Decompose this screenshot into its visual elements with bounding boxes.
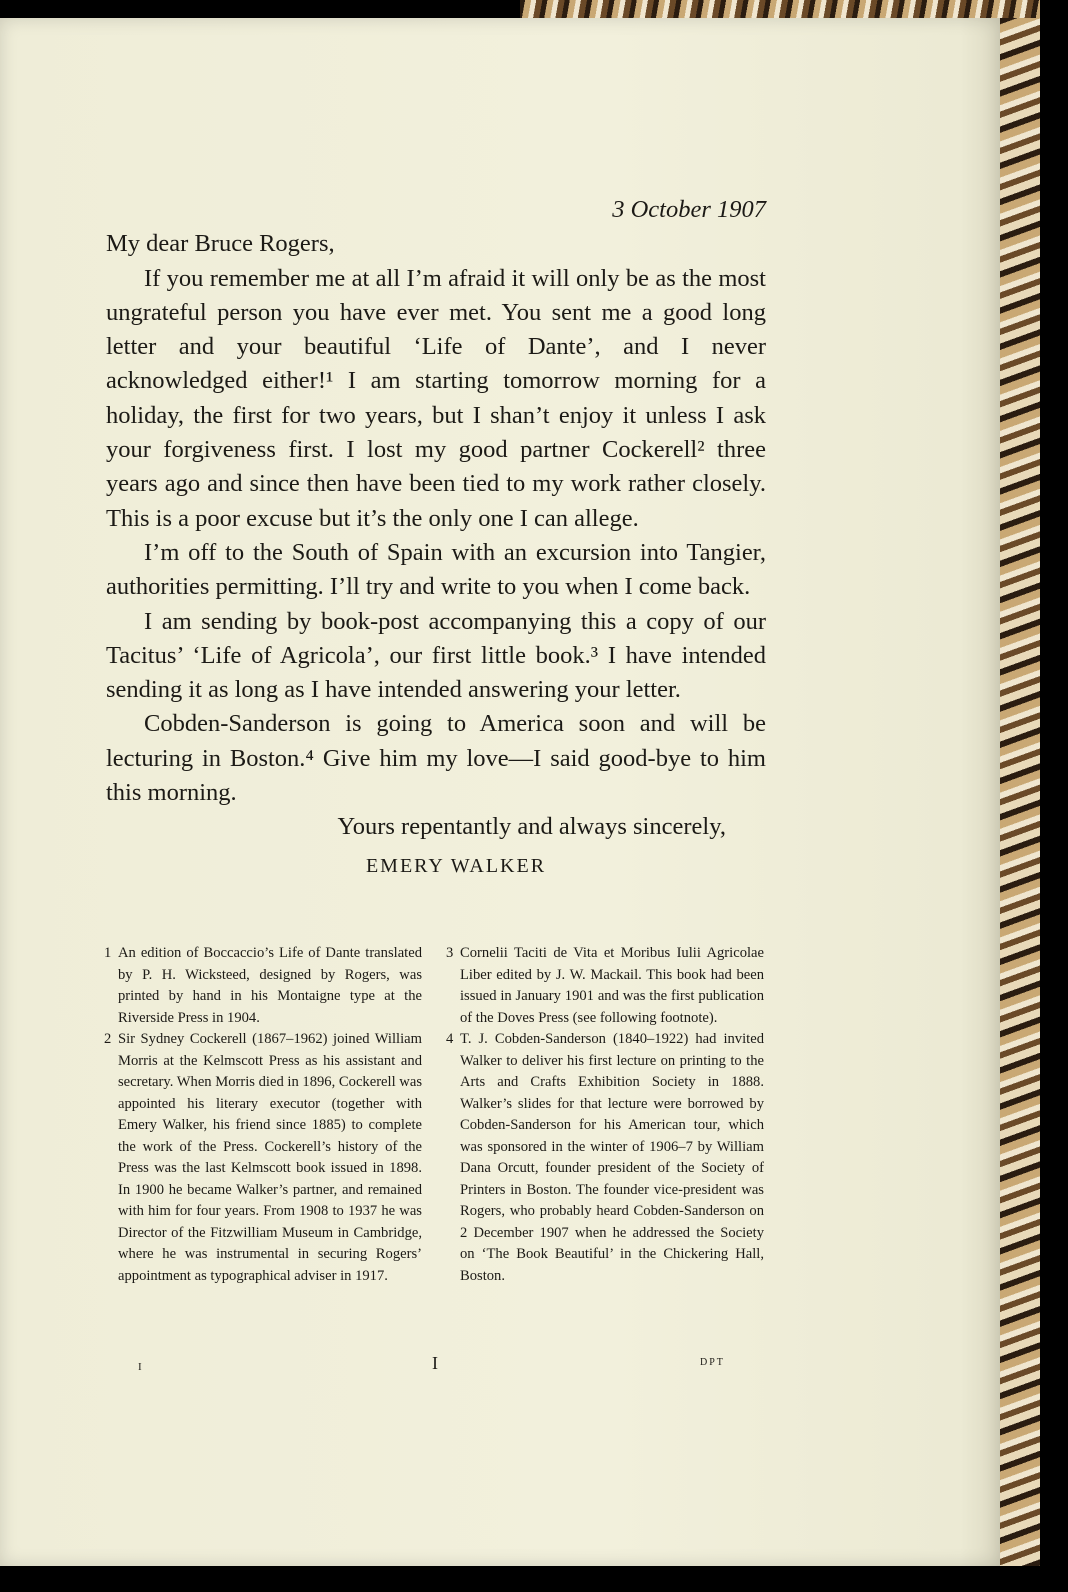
footnote-number: 2 bbox=[104, 1031, 112, 1047]
footnote-text: Sir Sydney Cockerell (1867–1962) joined William Morris at the Kelmscott Press as his assistant and secretary. When Morris died in 1896, Cockerell was appointed his literary executor (together with Emery Walker, his friend since 1885) to complete the work of the Press. Cockerell’s history of the Press was the last Kelmscott book issued in 1898. In 1900 he became Walker’s partner, and remained with him for four years. From 1908 to 1937 he was Director of the Fitzwilliam Museum in Cambridge, where he was instrumental in securing Rogers’ appointment as typographical adviser in 1917. bbox=[118, 1031, 422, 1284]
footnotes bbox=[104, 943, 764, 1287]
footnote-text: T. J. Cobden-Sanderson (1840–1922) had invited Walker to deliver his first lecture on printing to the Arts and Crafts Exhibition Society in 1888. Walker’s slides for that lecture were borrowed by Cobden-Sanderson for his American tour, which was sponsored in the winter of 1906–7 by William Dana Orcutt, founder president of the Society of Printers in Boston. The founder vice-president was Rogers, who probably heard Cobden-Sanderson on 2 December 1907 when he addressed the Society on ‘The Book Beautiful’ in the Chickering Hall, Boston. bbox=[460, 1031, 764, 1284]
signature: EMERY WALKER bbox=[365, 854, 547, 877]
footnote-number: 1 bbox=[104, 945, 112, 961]
footer-initials: DPT bbox=[700, 1357, 725, 1368]
footnote-number: 4 bbox=[446, 1031, 454, 1047]
letter-date: 3 October 1907 bbox=[612, 196, 766, 223]
footnote-text: Cornelii Taciti de Vita et Moribus Iulii Agricolae Liber edited by J. W. Mackail. This book had been issued in January 1901 and was the first publication of the Doves Press (see following footnote). bbox=[460, 945, 764, 1026]
footnote-column-right bbox=[446, 943, 764, 1287]
signature-mark: I bbox=[138, 1361, 142, 1373]
footnote bbox=[104, 943, 422, 1029]
letter-body bbox=[106, 193, 766, 883]
closing: Yours repentantly and always sincerely, bbox=[337, 813, 726, 841]
footnote bbox=[104, 1029, 422, 1287]
footnote bbox=[446, 943, 764, 1029]
footnote-number: 3 bbox=[446, 945, 454, 961]
paragraph: If you remember me at all I’m afraid it will only be as the most ungrateful person you have ever met. You sent me a good long letter and your beautiful ‘Life of Dante’, and I never acknowledged either!¹ I am starting tomorrow morning for a holiday, the first for two years, but I shan’t enjoy it unless I ask your forgiveness first. I lost my good partner Cockerell² three years ago and since then have been tied to my work rather closely. This is a poor excuse but it’s the only one I can allege. bbox=[106, 264, 766, 532]
footnote-text: An edition of Boccaccio’s Life of Dante translated by P. H. Wicksteed, designed by Rogers, was printed by hand in his Montaigne type at the Riverside Press in 1904. bbox=[118, 945, 422, 1026]
footnote-column-left bbox=[104, 943, 422, 1287]
footnote bbox=[446, 1029, 764, 1287]
page-number: I bbox=[432, 1353, 438, 1373]
paragraph: I am sending by book-post accompanying this a copy of our Tacitus’ ‘Life of Agricola’, our first little book.³ I have intended sending it as long as I have intended answering your letter. bbox=[106, 607, 766, 704]
marbled-endpaper bbox=[1000, 18, 1040, 1566]
paragraph: Cobden-Sanderson is going to America soon and will be lecturing in Boston.⁴ Give him my love—I said good-bye to him this morning. bbox=[106, 710, 766, 807]
marbled-edge-top bbox=[520, 0, 1040, 18]
book-page bbox=[0, 18, 1000, 1566]
salutation: My dear Bruce Rogers, bbox=[106, 230, 335, 258]
paragraph: I’m off to the South of Spain with an excursion into Tangier, authorities permitting. I’ll try and write to you when I come back. bbox=[106, 538, 766, 601]
